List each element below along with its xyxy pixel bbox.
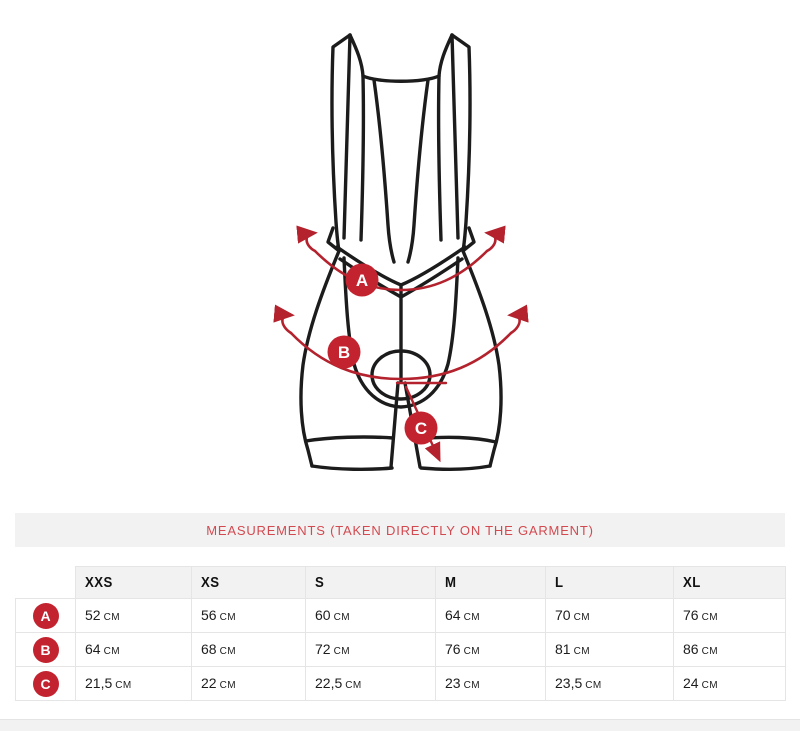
corner-cell [16, 567, 76, 599]
size-header-s: S [306, 567, 436, 599]
cell-a-l: 70 CM [546, 599, 674, 633]
row-b-badge: B [33, 637, 59, 663]
size-chart-table [15, 566, 786, 701]
left-cuff-line [306, 437, 393, 441]
row-c-badge-cell [16, 667, 76, 701]
row-a-badge: A [33, 603, 59, 629]
measure-c-letter: C [414, 419, 428, 438]
left-inner-leg [391, 383, 398, 467]
cell-b-xs: 68 CM [192, 633, 306, 667]
right-hem [421, 466, 490, 469]
measure-arc-b-left-arrow [282, 315, 291, 333]
cell-c-l: 23,5 CM [546, 667, 674, 701]
measurements-banner [15, 513, 785, 547]
row-c-badge: C [33, 671, 59, 697]
measure-b-marker [328, 336, 361, 369]
left-strap-mid [344, 35, 350, 238]
cell-a-m: 64 CM [436, 599, 546, 633]
measure-b-letter: B [337, 343, 351, 362]
garment-outline [301, 35, 501, 469]
row-a-badge-cell [16, 599, 76, 633]
left-armhole [374, 80, 394, 262]
cell-c-xxs: 21,5 CM [76, 667, 192, 701]
next-section-edge [0, 719, 800, 731]
cell-c-xs: 22 CM [192, 667, 306, 701]
cell-c-s: 22,5 CM [306, 667, 436, 701]
cell-b-s: 72 CM [306, 633, 436, 667]
measure-arc-a-right-arrow [487, 233, 495, 251]
size-header-xs: XS [192, 567, 306, 599]
right-strap-mid [452, 35, 458, 238]
size-header-row [16, 567, 786, 599]
size-header-xxs: XXS [76, 567, 192, 599]
size-header-xl: XL [674, 567, 786, 599]
cell-a-xl: 76 CM [674, 599, 786, 633]
cell-c-xl: 24 CM [674, 667, 786, 701]
cell-a-xxs: 52 CM [76, 599, 192, 633]
cell-c-m: 23 CM [436, 667, 546, 701]
right-strap-inner [439, 35, 452, 240]
measure-a-letter: A [355, 271, 369, 290]
table-row-a [16, 599, 786, 633]
row-b-badge-cell [16, 633, 76, 667]
cell-b-l: 81 CM [546, 633, 674, 667]
left-strap-inner [350, 35, 363, 240]
measure-arc-a-left-arrow [307, 233, 315, 251]
table-row-b [16, 633, 786, 667]
cell-a-s: 60 CM [306, 599, 436, 633]
measurements-banner-title: MEASUREMENTS (TAKEN DIRECTLY ON THE GARMENT) [206, 522, 594, 538]
cell-b-xl: 86 CM [674, 633, 786, 667]
measure-a-marker [346, 264, 379, 297]
table-row-c [16, 667, 786, 701]
cell-a-xs: 56 CM [192, 599, 306, 633]
size-header-m: M [436, 567, 546, 599]
right-armhole [408, 80, 428, 262]
measure-c-marker [405, 412, 438, 445]
left-hem [312, 466, 392, 469]
size-header-l: L [546, 567, 674, 599]
cell-b-xxs: 64 CM [76, 633, 192, 667]
cell-b-m: 76 CM [436, 633, 546, 667]
measure-arc-b-right-arrow [511, 315, 520, 333]
outer-right-side [463, 251, 501, 466]
